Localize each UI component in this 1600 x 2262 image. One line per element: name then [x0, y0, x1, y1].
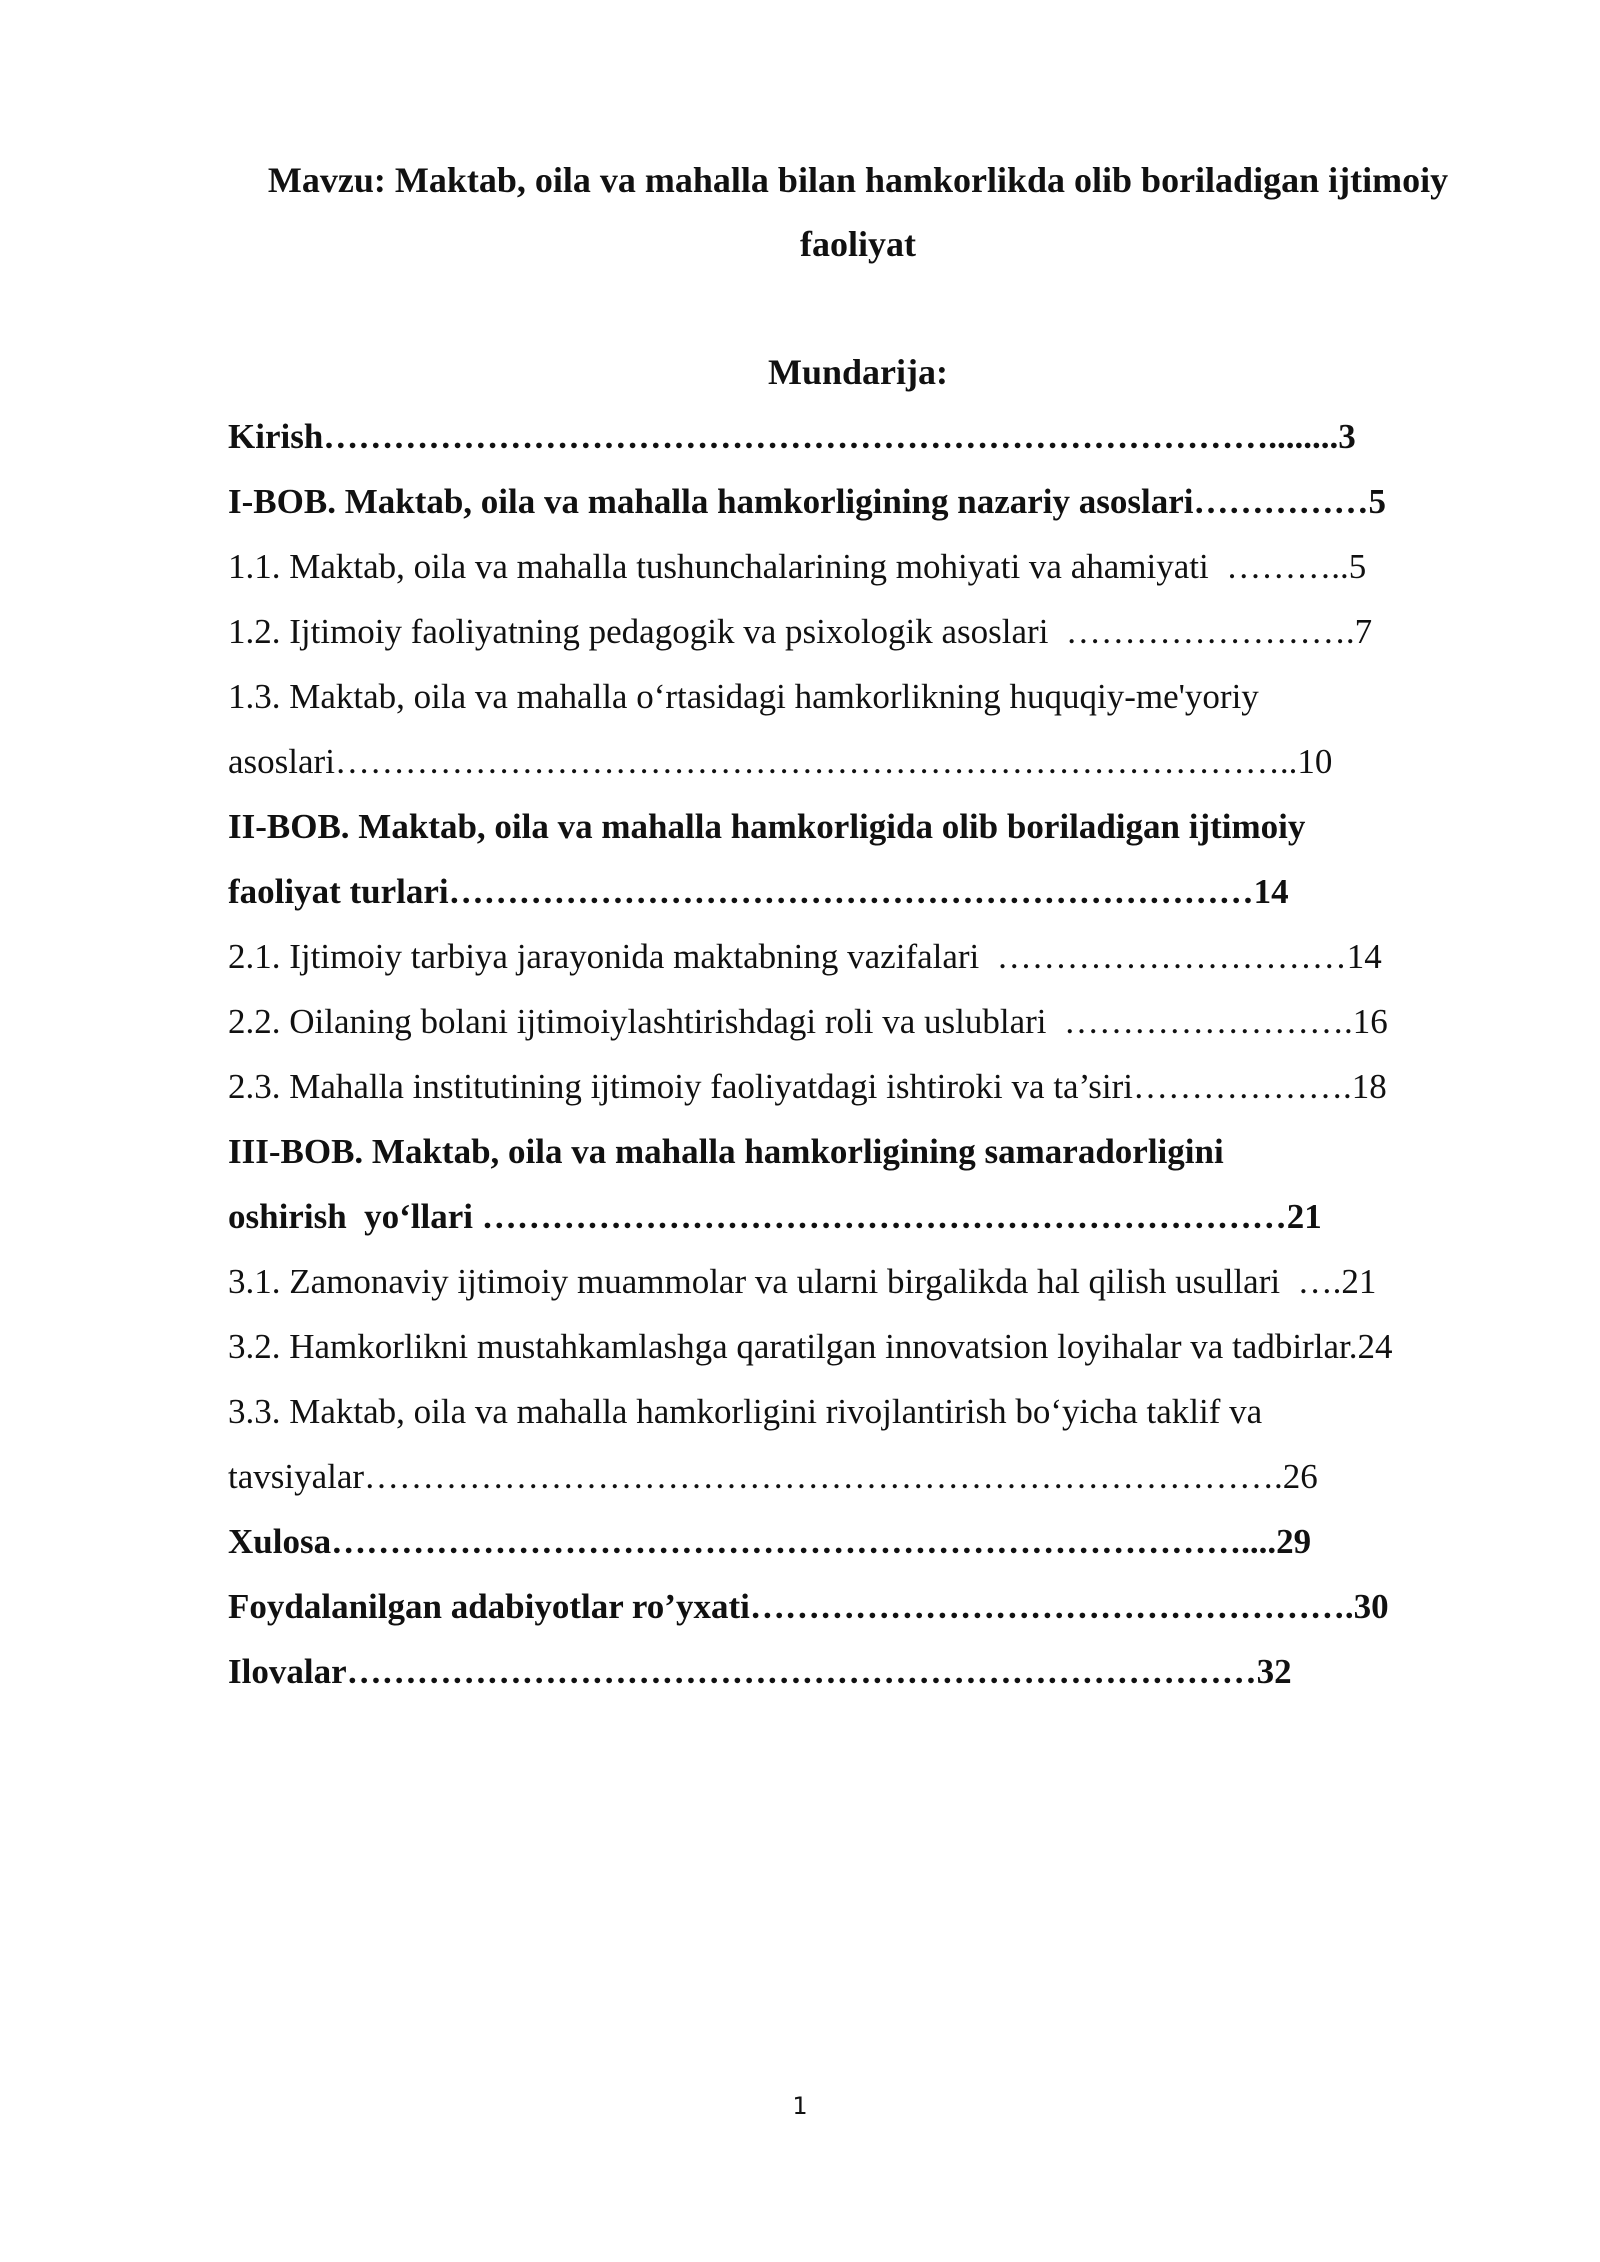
toc-line: 3.2. Hamkorlikni mustahkamlashga qaratilgan innovatsion loyihalar va tadbirlar.24 [228, 1327, 1393, 1366]
toc-line: 3.3. Maktab, oila va mahalla hamkorligini rivojlantirish boʻyicha taklif va [228, 1392, 1263, 1431]
toc-line: oshirish yoʻllari ……………………………………………………………21 [228, 1197, 1322, 1236]
toc-line: 2.3. Mahalla institutining ijtimoiy faoliyatdagi ishtiroki va ta’siri……………….18 [228, 1067, 1387, 1106]
toc-line: II-BOB. Maktab, oila va mahalla hamkorligida olib boriladigan ijtimoiy [228, 807, 1306, 846]
toc-heading: Mundarija: [768, 352, 948, 392]
table-of-contents [228, 404, 1528, 1704]
toc-line: asoslari………………………………………………………………………..10 [228, 742, 1333, 781]
toc-line: Foydalanilgan adabiyotlar ro’yxati…………………………………………….30 [228, 1587, 1389, 1626]
toc-line: 1.2. Ijtimoiy faoliyatning pedagogik va psixologik asoslari …………………….7 [228, 612, 1373, 651]
document-title: Mavzu: Maktab, oila va mahalla bilan hamkorlikda olib boriladigan ijtimoiy faoliyat [267, 160, 1449, 264]
toc-line: 1.3. Maktab, oila va mahalla oʻrtasidagi hamkorlikning huquqiy-me'yoriy [228, 677, 1259, 716]
toc-line: III-BOB. Maktab, oila va mahalla hamkorligining samaradorligini [228, 1132, 1224, 1171]
toc-line: Kirish………………………………………………………………………........3 [228, 417, 1356, 456]
toc-line: 3.1. Zamonaviy ijtimoiy muammolar va ularni birgalikda hal qilish usullari ….21 [228, 1262, 1377, 1301]
toc-line: faoliyat turlari……………………………………………………………14 [228, 872, 1289, 911]
toc-line: 1.1. Maktab, oila va mahalla tushunchalarining mohiyati va ahamiyati ………..5 [228, 547, 1367, 586]
toc-line: 2.2. Oilaning bolani ijtimoiylashtirishdagi roli va uslublari …………………….16 [228, 1002, 1388, 1041]
toc-line: Ilovalar……………………………………………………………………32 [228, 1652, 1292, 1691]
page-number: 1 [792, 2092, 808, 2120]
toc-line: tavsiyalar…………………………………………………………………….26 [228, 1457, 1318, 1496]
toc-line: 2.1. Ijtimoiy tarbiya jarayonida maktabning vazifalari …………………………14 [228, 937, 1382, 976]
toc-line: Xulosa……………………………………………………………………....29 [228, 1522, 1312, 1561]
toc-line: I-BOB. Maktab, oila va mahalla hamkorligining nazariy asoslari……………5 [228, 482, 1387, 521]
